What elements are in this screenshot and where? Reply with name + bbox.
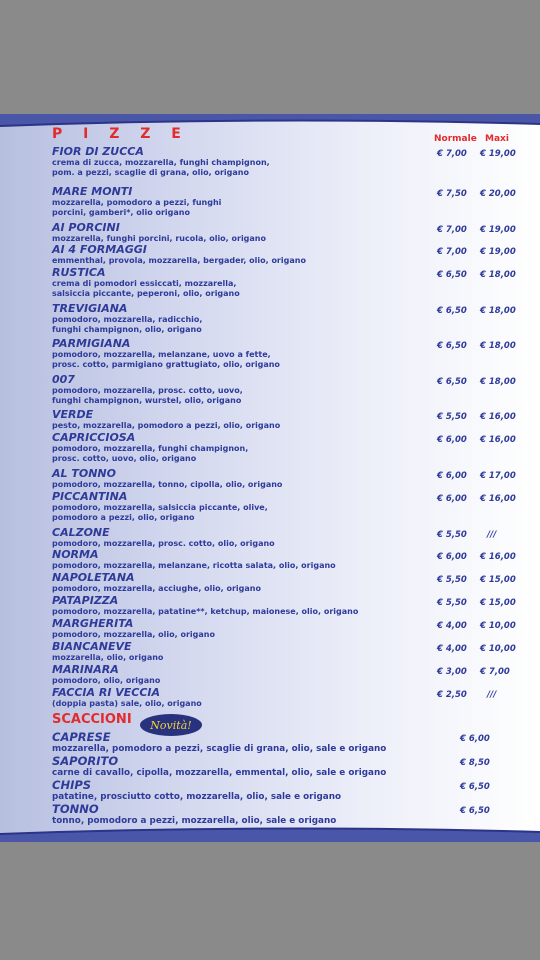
pizza-item — [52, 527, 422, 549]
price-maxi: € 19,00 — [480, 149, 516, 159]
scaccione-price: € 6,50 — [460, 806, 490, 816]
pizza-item — [52, 491, 422, 523]
pizza-name: FACCIA RI VECCIA — [52, 686, 161, 699]
pizza-ingredients: mozzarella, pomodoro a pezzi, funghi porcini, gamberi*, olio origano — [52, 198, 222, 217]
price-maxi: € 20,00 — [480, 189, 516, 199]
scaccione-name: SAPORITO — [52, 754, 119, 768]
scaccione-price: € 6,00 — [460, 734, 490, 744]
pizza-ingredients: pomodoro, olio, origano — [52, 676, 161, 685]
price-normale: € 5,50 — [437, 598, 467, 608]
price-normale: € 4,00 — [437, 621, 467, 631]
pizza-item — [52, 687, 422, 709]
price-maxi: € 18,00 — [480, 306, 516, 316]
pizza-item — [52, 338, 422, 370]
pizza-ingredients: (doppia pasta) sale, olio, origano — [52, 699, 202, 708]
price-normale: € 7,00 — [437, 149, 467, 159]
price-maxi: /// — [487, 690, 497, 700]
pizza-item — [52, 595, 422, 617]
pizza-ingredients: pomodoro, mozzarella, salsiccia piccante, olive, pomodoro a pezzi, olio, origano — [52, 503, 268, 522]
price-normale: € 6,00 — [437, 435, 467, 445]
pizza-name: PARMIGIANA — [52, 337, 131, 350]
price-maxi: € 18,00 — [480, 270, 516, 280]
scaccione-name: TONNO — [52, 802, 99, 816]
price-normale: € 2,50 — [437, 690, 467, 700]
pizza-name: NAPOLETANA — [52, 571, 135, 584]
normale-column-header: Normale — [434, 134, 477, 144]
price-normale: € 6,00 — [437, 471, 467, 481]
pizza-name: MARE MONTI — [52, 185, 133, 198]
scaccione-ingredients: tonno, pomodoro a pezzi, mozzarella, olio, sale e origano — [52, 816, 337, 826]
pizza-name: NORMA — [52, 548, 99, 561]
scaccione-ingredients: mozzarella, pomodoro a pezzi, scaglie di grana, olio, sale e origano — [52, 744, 387, 754]
pizza-item — [52, 186, 422, 218]
pizza-ingredients: pomodoro, mozzarella, funghi champignon, prosc. cotto, uovo, olio, origano — [52, 444, 249, 463]
pizza-item — [52, 244, 422, 266]
bottom-wave-decoration — [0, 820, 540, 842]
price-normale: € 7,00 — [437, 247, 467, 257]
pizza-ingredients: crema di zucca, mozzarella, funghi champignon, pom. a pezzi, scaglie di grana, olio, origano — [52, 158, 270, 177]
price-maxi: € 17,00 — [480, 471, 516, 481]
price-normale: € 3,00 — [437, 667, 467, 677]
scaccioni-title: SCACCIONI — [52, 712, 132, 727]
price-maxi: € 10,00 — [480, 621, 516, 631]
pizza-name: MARINARA — [52, 663, 119, 676]
price-maxi: € 16,00 — [480, 494, 516, 504]
pizza-item — [52, 549, 422, 571]
pizza-ingredients: pomodoro, mozzarella, prosc. cotto, olio, origano — [52, 539, 275, 548]
pizza-ingredients: pomodoro, mozzarella, melanzane, ricotta salata, olio, origano — [52, 561, 336, 570]
scaccione-ingredients: patatine, prosciutto cotto, mozzarella, olio, sale e origano — [52, 792, 342, 802]
maxi-column-header: Maxi — [485, 134, 509, 144]
pizza-name: CAPRICCIOSA — [52, 431, 136, 444]
price-maxi: € 18,00 — [480, 377, 516, 387]
price-normale: € 4,00 — [437, 644, 467, 654]
pizza-item — [52, 572, 422, 594]
pizza-item — [52, 409, 422, 431]
pizza-name: RUSTICA — [52, 266, 106, 279]
pizza-name: VERDE — [52, 408, 94, 421]
pizza-ingredients: pesto, mozzarella, pomodoro a pezzi, olio, origano — [52, 421, 281, 430]
pizza-ingredients: pomodoro, mozzarella, radicchio, funghi champignon, olio, origano — [52, 315, 203, 334]
price-normale: € 6,50 — [437, 377, 467, 387]
pizza-item — [52, 303, 422, 335]
pizza-item — [52, 374, 422, 406]
pizza-item — [52, 222, 422, 244]
price-maxi: € 16,00 — [480, 435, 516, 445]
pizze-title: P I Z Z E — [52, 126, 189, 142]
scaccione-item — [52, 779, 432, 803]
scaccione-price: € 8,50 — [460, 758, 490, 768]
scaccione-item — [52, 731, 432, 755]
price-maxi: € 19,00 — [480, 225, 516, 235]
pizza-name: AI 4 FORMAGGI — [52, 243, 147, 256]
price-normale: € 6,00 — [437, 494, 467, 504]
pizza-ingredients: pomodoro, mozzarella, prosc. cotto, uovo, funghi champignon, wurstel, olio, origano — [52, 386, 243, 405]
menu-sheet — [0, 114, 540, 842]
price-normale: € 6,50 — [437, 306, 467, 316]
pizza-name: AI PORCINI — [52, 221, 120, 234]
scaccione-ingredients: carne di cavallo, cipolla, mozzarella, emmental, olio, sale e origano — [52, 768, 387, 778]
pizza-ingredients: mozzarella, olio, origano — [52, 653, 164, 662]
price-normale: € 6,00 — [437, 552, 467, 562]
price-maxi: € 10,00 — [480, 644, 516, 654]
price-maxi: € 16,00 — [480, 412, 516, 422]
pizza-item — [52, 664, 422, 686]
pizza-name: AL TONNO — [52, 467, 116, 480]
novita-badge: Novità! — [140, 714, 202, 736]
price-normale: € 6,50 — [437, 270, 467, 280]
scaccione-item — [52, 755, 432, 779]
pizza-item — [52, 468, 422, 490]
pizza-name: FIOR DI ZUCCA — [52, 145, 144, 158]
price-normale: € 5,50 — [437, 530, 467, 540]
pizza-name: MARGHERITA — [52, 617, 134, 630]
pizza-ingredients: pomodoro, mozzarella, tonno, cipolla, olio, origano — [52, 480, 283, 489]
price-normale: € 5,50 — [437, 575, 467, 585]
price-normale: € 5,50 — [437, 412, 467, 422]
pizza-ingredients: crema di pomodori essiccati, mozzarella, salsiccia piccante, peperoni, olio, origano — [52, 279, 240, 298]
pizza-ingredients: emmenthal, provola, mozzarella, bergader, olio, origano — [52, 256, 306, 265]
price-maxi: € 18,00 — [480, 341, 516, 351]
price-maxi: € 15,00 — [480, 575, 516, 585]
price-maxi: € 16,00 — [480, 552, 516, 562]
pizza-ingredients: pomodoro, mozzarella, acciughe, olio, origano — [52, 584, 261, 593]
pizza-name: PATAPIZZA — [52, 594, 119, 607]
pizza-ingredients: mozzarella, funghi porcini, rucola, olio, origano — [52, 234, 266, 243]
scaccione-name: CAPRESE — [52, 730, 111, 744]
pizza-name: PICCANTINA — [52, 490, 128, 503]
price-maxi: € 7,00 — [480, 667, 510, 677]
pizza-ingredients: pomodoro, mozzarella, melanzane, uovo a fette, prosc. cotto, parmigiano grattugiato, olio, origano — [52, 350, 280, 369]
pizza-name: TREVIGIANA — [52, 302, 128, 315]
price-maxi: /// — [487, 530, 497, 540]
pizza-name: CALZONE — [52, 526, 110, 539]
pizza-item — [52, 146, 422, 178]
price-maxi: € 19,00 — [480, 247, 516, 257]
pizza-name: 007 — [52, 373, 75, 386]
scaccione-price: € 6,50 — [460, 782, 490, 792]
pizza-item — [52, 432, 422, 464]
pizza-ingredients: pomodoro, mozzarella, patatine**, ketchup, maionese, olio, origano — [52, 607, 359, 616]
pizza-item — [52, 641, 422, 663]
price-normale: € 7,50 — [437, 189, 467, 199]
price-normale: € 7,00 — [437, 225, 467, 235]
pizza-item — [52, 618, 422, 640]
pizza-item — [52, 267, 422, 299]
pizza-name: BIANCANEVE — [52, 640, 132, 653]
pizza-ingredients: pomodoro, mozzarella, olio, origano — [52, 630, 215, 639]
scaccione-name: CHIPS — [52, 778, 92, 792]
price-normale: € 6,50 — [437, 341, 467, 351]
price-maxi: € 15,00 — [480, 598, 516, 608]
